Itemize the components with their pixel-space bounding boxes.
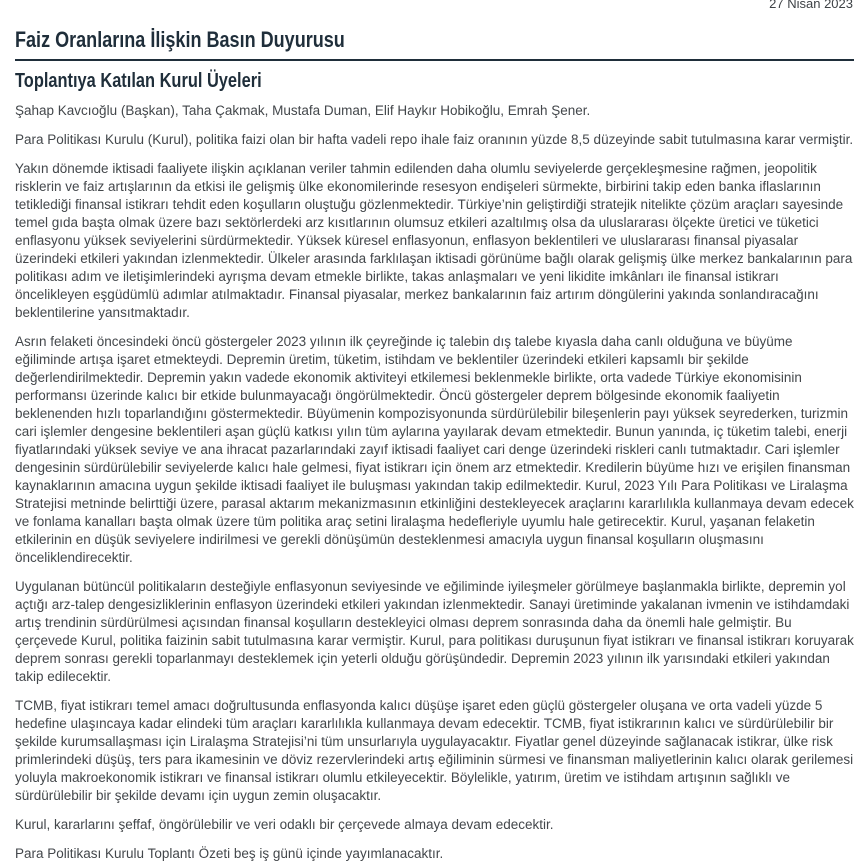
paragraph-inflation-assessment: Uygulanan bütüncül politikaların desteğiyle enflasyonun seviyesinde ve eğiliminde iyileşmeler görülmeye başlanmakla birlikte, depremin yol açtığı arz-talep dengesizliklerinin enflasyon üzerindeki etkileri yakından izlenmektedir. Sanayi üretiminde yakalanan ivmenin ve istihdamdaki artış trendinin sürdürülmesi açısından finansal koşulların destekleyici olması deprem sonrasında daha da önemli hale gelmiştir. Bu çerçevede Kurul, politika faizinin sabit tutulmasına karar vermiştir. Kurul, para politikası duruşunun fiyat istikrarı ve finansal istikrarı koruyarak deprem sonrası gerekli toparlanmayı desteklemek için yeterli olduğu görüşündedir. Depremin 2023 yılının ilk yarısındaki etkileri yakından takip edilecektir. [15,579,854,685]
paragraph-global-outlook: Yakın dönemde iktisadi faaliyete ilişkin açıklanan veriler tahmin edilenden daha olumlu seviyelerde gerçekleşmesine rağmen, jeopolitik risklerin ve faiz artışlarının da etkisi ile gelişmiş ülke ekonomilerinde resesyon endişeleri sürmekte, birbirini takip eden banka iflaslarının tetiklediği finansal istikrarı tehdit eden koşulların oluştuğu gözlenmektedir. Türkiye’nin geliştirdiği stratejik nitelikte çözüm araçları sayesinde temel gıda başta olmak üzere bazı sektörlerdeki arz kısıtlarının olumsuz etkileri azaltılmış olsa da uluslararası ölçekte üretici ve tüketici enflasyonu yüksek seviyelerini sürdürmektedir. Yüksek küresel enflasyonun, enflasyon beklentileri ve uluslararası finansal piyasalar üzerindeki etkileri yakından izlenmektedir. Ülkeler arasında farklılaşan iktisadi görünüme bağlı olarak gelişmiş ülke merkez bankalarının para politikası adım ve iletişimlerindeki ayrışma devam etmekle birlikte, takas anlaşmaları ve yeni likidite imkânları ile finansal istikrarı öncelikleyen eşgüdümlü adımlar atılmaktadır. Finansal piyasalar, merkez bankalarının faiz artırım döngülerini yakında sonlandıracağını beklentilerine yansıtmaktadır. [15,161,853,321]
section-heading-members [15,70,854,93]
page-title [15,27,854,61]
page-title-text: Faiz Oranlarına İlişkin Basın Duyurusu [15,27,345,52]
paragraph-committee-members: Şahap Kavcıoğlu (Başkan), Taha Çakmak, Mustafa Duman, Elif Haykır Hobikoğlu, Emrah Şener. [15,103,591,119]
paragraph-transparency: Kurul, kararlarını şeffaf, öngörülebilir ve veri odaklı bir çerçevede almaya devam edecektir. [15,817,554,833]
paragraph-tcmb-strategy: TCMB, fiyat istikrarı temel amacı doğrultusunda enflasyonda kalıcı düşüşe işaret eden güçlü göstergeler oluşana ve orta vadeli yüzde 5 hedefine ulaşıncaya kadar elindeki tüm araçları kararlılıkla kullanmaya devam edecektir. TCMB, fiyat istikrarının kalıcı ve sürdürülebilir bir şekilde kurumsallaşması için Liralaşma Stratejisi’ni tüm unsurlarıyla uygulayacaktır. Fiyatlar genel düzeyinde sağlanacak istikrar, ülke risk primlerindeki düşüş, ters para ikamesinin ve döviz rezervlerindeki artış eğiliminin sürmesi ve finansman maliyetlerinin kalıcı olarak gerilemesi yoluyla makroekonomik istikrarı ve finansal istikrarı olumlu etkileyecektir. Böylelikle, yatırım, üretim ve istihdam artışının sağlıklı ve sürdürülebilir bir şekilde devamı için uygun zemin oluşacaktır. [15,698,854,804]
paragraph-summary-publication: Para Politikası Kurulu Toplantı Özeti beş iş günü içinde yayımlanacaktır. [15,846,444,862]
section-heading-text: Toplantıya Katılan Kurul Üyeleri [15,70,262,93]
paragraph-rate-decision: Para Politikası Kurulu (Kurul), politika faizi olan bir hafta vadeli repo ihale faiz oranının yüzde 8,5 düzeyinde sabit tutulmasına karar vermiştir. [15,132,854,148]
document-date: 27 Nisan 2023 [769,0,853,11]
paragraph-domestic-activity: Asrın felaketi öncesindeki öncü göstergeler 2023 yılının ilk çeyreğinde iç talebin dış talebe kıyasla daha canlı olduğuna ve büyüme eğiliminde artışa işaret etmekteydi. Depremin üretim, tüketim, istihdam ve beklentiler üzerindeki etkileri kapsamlı bir şekilde değerlendirilmektedir. Depremin yakın vadede ekonomik aktiviteyi etkilemesi beklenmekle birlikte, orta vadede Türkiye ekonomisinin performansı üzerinde kalıcı bir etkide bulunmayacağı öngörülmektedir. Öncü göstergeler deprem bölgesinde ekonomik faaliyetin beklenenden hızlı toparlandığını göstermektedir. Büyümenin kompozisyonunda sürdürülebilir bileşenlerin payı yüksek seyrederken, turizmin cari işlemler dengesine beklentileri aşan güçlü katkısı yılın tüm aylarına yayılarak devam etmektedir. Bunun yanında, iç tüketim talebi, enerji fiyatlarındaki yüksek seviye ve ana ihracat pazarlarındaki zayıf iktisadi faaliyet cari denge üzerindeki riskleri canlı tutmaktadır. Cari işlemler dengesinin sürdürülebilir seviyelerde kalıcı hale gelmesi, fiyat istikrarı için önem arz etmektedir. Kredilerin büyüme hızı ve erişilen finansman kaynaklarının amacına uygun şekilde iktisadi faaliyet ile buluşması yakından takip edilmektedir. Kurul, 2023 Yılı Para Politikası ve Liralaşma Stratejisi metninde belirttiği üzere, parasal aktarım mekanizmasının etkinliğini destekleyecek araçlarını kararlılıkla kullanmaya devam edecek ve fonlama kanalları başta olmak üzere tüm politika araç setini liralaşma hedefleriyle uyumlu hale getirecektir. Kurul, yaşanan felaketin etkilerinin en düşük seviyelere indirilmesi ve gerekli dönüşümün desteklenmesi amacıyla uygun finansal koşulların oluşmasını önceliklendirecektir. [15,334,854,566]
